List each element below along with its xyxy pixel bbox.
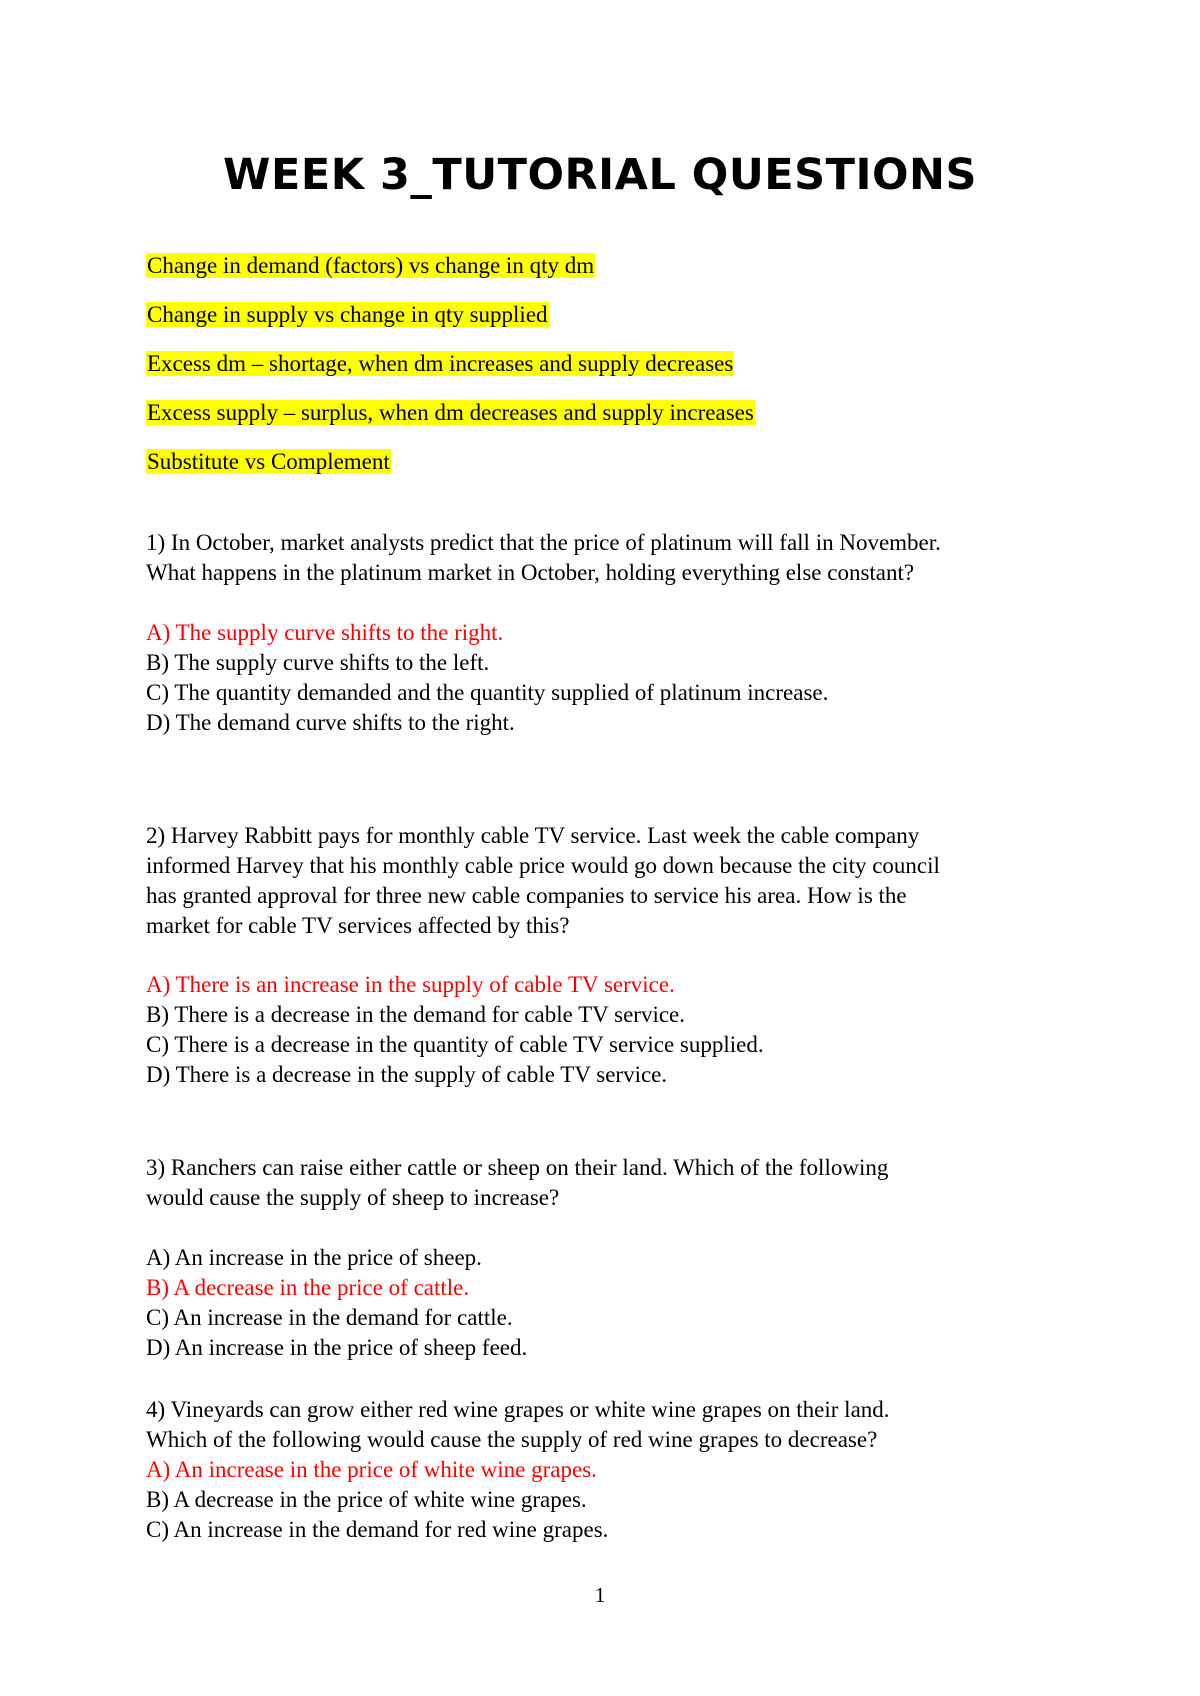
- question-2-options: [146, 970, 764, 1090]
- highlight-note-text: Change in demand (factors) vs change in qty dm: [147, 253, 595, 278]
- question-stem-line: 2) Harvey Rabbitt pays for monthly cable TV service. Last week the cable company: [146, 823, 920, 848]
- question-stem-line: 1) In October, market analysts predict that the price of platinum will fall in November.: [146, 530, 941, 555]
- question-stem-line: 3) Ranchers can raise either cattle or sheep on their land. Which of the following: [146, 1155, 889, 1180]
- highlight-note: [146, 251, 595, 281]
- question-stem-line: 4) Vineyards can grow either red wine grapes or white wine grapes on their land.: [146, 1397, 890, 1422]
- highlight-note-text: Substitute vs Complement: [147, 449, 390, 474]
- answer-option-correct: A) The supply curve shifts to the right.: [146, 620, 504, 645]
- answer-option: B) A decrease in the price of white wine grapes.: [146, 1487, 587, 1512]
- answer-option: D) An increase in the price of sheep feed.: [146, 1335, 528, 1360]
- question-3-stem: [146, 1153, 888, 1213]
- page-title: WEEK 3_TUTORIAL QUESTIONS: [223, 150, 977, 200]
- highlight-note: [146, 398, 755, 428]
- question-4-options: [146, 1455, 608, 1545]
- highlight-note: [146, 447, 391, 477]
- question-stem-line: would cause the supply of sheep to increase?: [146, 1185, 560, 1210]
- answer-option: D) The demand curve shifts to the right.: [146, 710, 515, 735]
- highlight-note: [146, 300, 549, 330]
- page-number: 1: [594, 1583, 606, 1607]
- answer-option-correct: A) An increase in the price of white wine grapes.: [146, 1457, 597, 1482]
- answer-option: C) An increase in the demand for cattle.: [146, 1305, 513, 1330]
- answer-option: B) The supply curve shifts to the left.: [146, 650, 490, 675]
- question-1-stem: [146, 528, 941, 588]
- question-2-stem: [146, 821, 940, 941]
- question-stem-line: What happens in the platinum market in October, holding everything else constant?: [146, 560, 915, 585]
- highlight-note-text: Excess dm – shortage, when dm increases and supply decreases: [147, 351, 734, 376]
- question-stem-line: informed Harvey that his monthly cable price would go down because the city council: [146, 853, 940, 878]
- question-1-options: [146, 618, 828, 738]
- answer-option-correct: B) A decrease in the price of cattle.: [146, 1275, 470, 1300]
- question-3-options: [146, 1243, 527, 1363]
- highlight-note: [146, 349, 734, 379]
- answer-option-correct: A) There is an increase in the supply of cable TV service.: [146, 972, 675, 997]
- answer-option: D) There is a decrease in the supply of cable TV service.: [146, 1062, 668, 1087]
- answer-option: C) There is a decrease in the quantity of cable TV service supplied.: [146, 1032, 764, 1057]
- question-4-stem: [146, 1395, 890, 1455]
- answer-option: B) There is a decrease in the demand for cable TV service.: [146, 1002, 685, 1027]
- question-stem-line: has granted approval for three new cable companies to service his area. How is the: [146, 883, 907, 908]
- highlight-note-text: Excess supply – surplus, when dm decreases and supply increases: [147, 400, 754, 425]
- question-stem-line: market for cable TV services affected by this?: [146, 913, 570, 938]
- question-stem-line: Which of the following would cause the supply of red wine grapes to decrease?: [146, 1427, 878, 1452]
- answer-option: C) The quantity demanded and the quantity supplied of platinum increase.: [146, 680, 829, 705]
- answer-option: A) An increase in the price of sheep.: [146, 1245, 482, 1270]
- answer-option: C) An increase in the demand for red wine grapes.: [146, 1517, 609, 1542]
- highlight-note-text: Change in supply vs change in qty supplied: [147, 302, 548, 327]
